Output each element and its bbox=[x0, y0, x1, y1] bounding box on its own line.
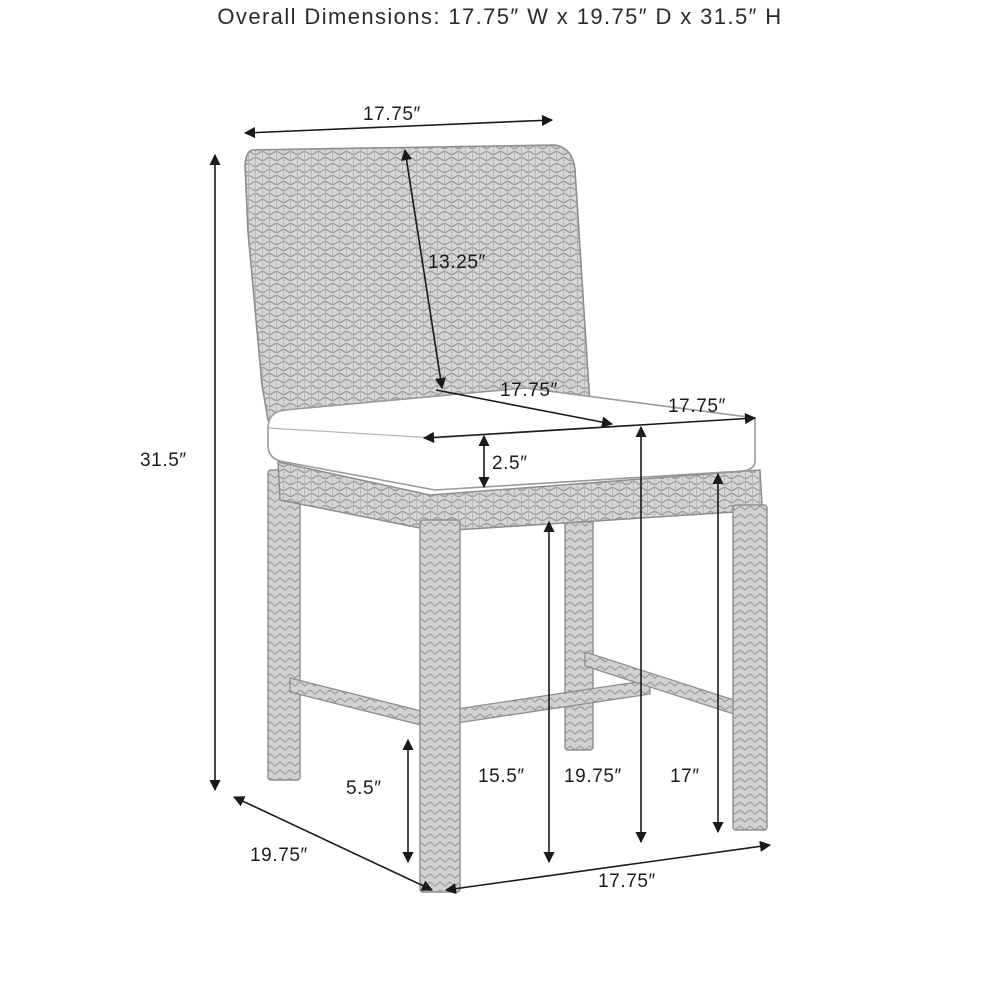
right-side-stretcher bbox=[585, 652, 740, 716]
side-stretcher bbox=[290, 678, 425, 726]
seat-frame-height-label: 15.5″ bbox=[478, 766, 525, 787]
seat-depth-label: 17.75″ bbox=[500, 380, 558, 401]
leg-height-label: 17″ bbox=[670, 766, 700, 787]
back-height-label: 13.25″ bbox=[428, 252, 486, 273]
seat-height-label: 19.75″ bbox=[564, 766, 622, 787]
front-left-leg bbox=[420, 520, 460, 892]
front-right-leg bbox=[733, 505, 767, 830]
overall-height-label: 31.5″ bbox=[140, 450, 187, 471]
overall-dimensions-title: Overall Dimensions: 17.75″ W x 19.75″ D x 31.5″ H bbox=[217, 4, 783, 29]
base-depth-label: 19.75″ bbox=[250, 845, 308, 866]
cushion-thickness-label: 2.5″ bbox=[492, 453, 528, 474]
rear-right-leg bbox=[565, 505, 593, 750]
back-width-label: 17.75″ bbox=[363, 104, 421, 125]
backrest bbox=[245, 145, 590, 420]
rear-left-leg bbox=[268, 470, 300, 780]
base-depth-line bbox=[234, 797, 432, 890]
seat-width-label: 17.75″ bbox=[668, 396, 726, 417]
base-width-label: 17.75″ bbox=[598, 871, 656, 892]
stretcher-height-label: 5.5″ bbox=[346, 778, 382, 799]
front-stretcher bbox=[450, 680, 650, 724]
